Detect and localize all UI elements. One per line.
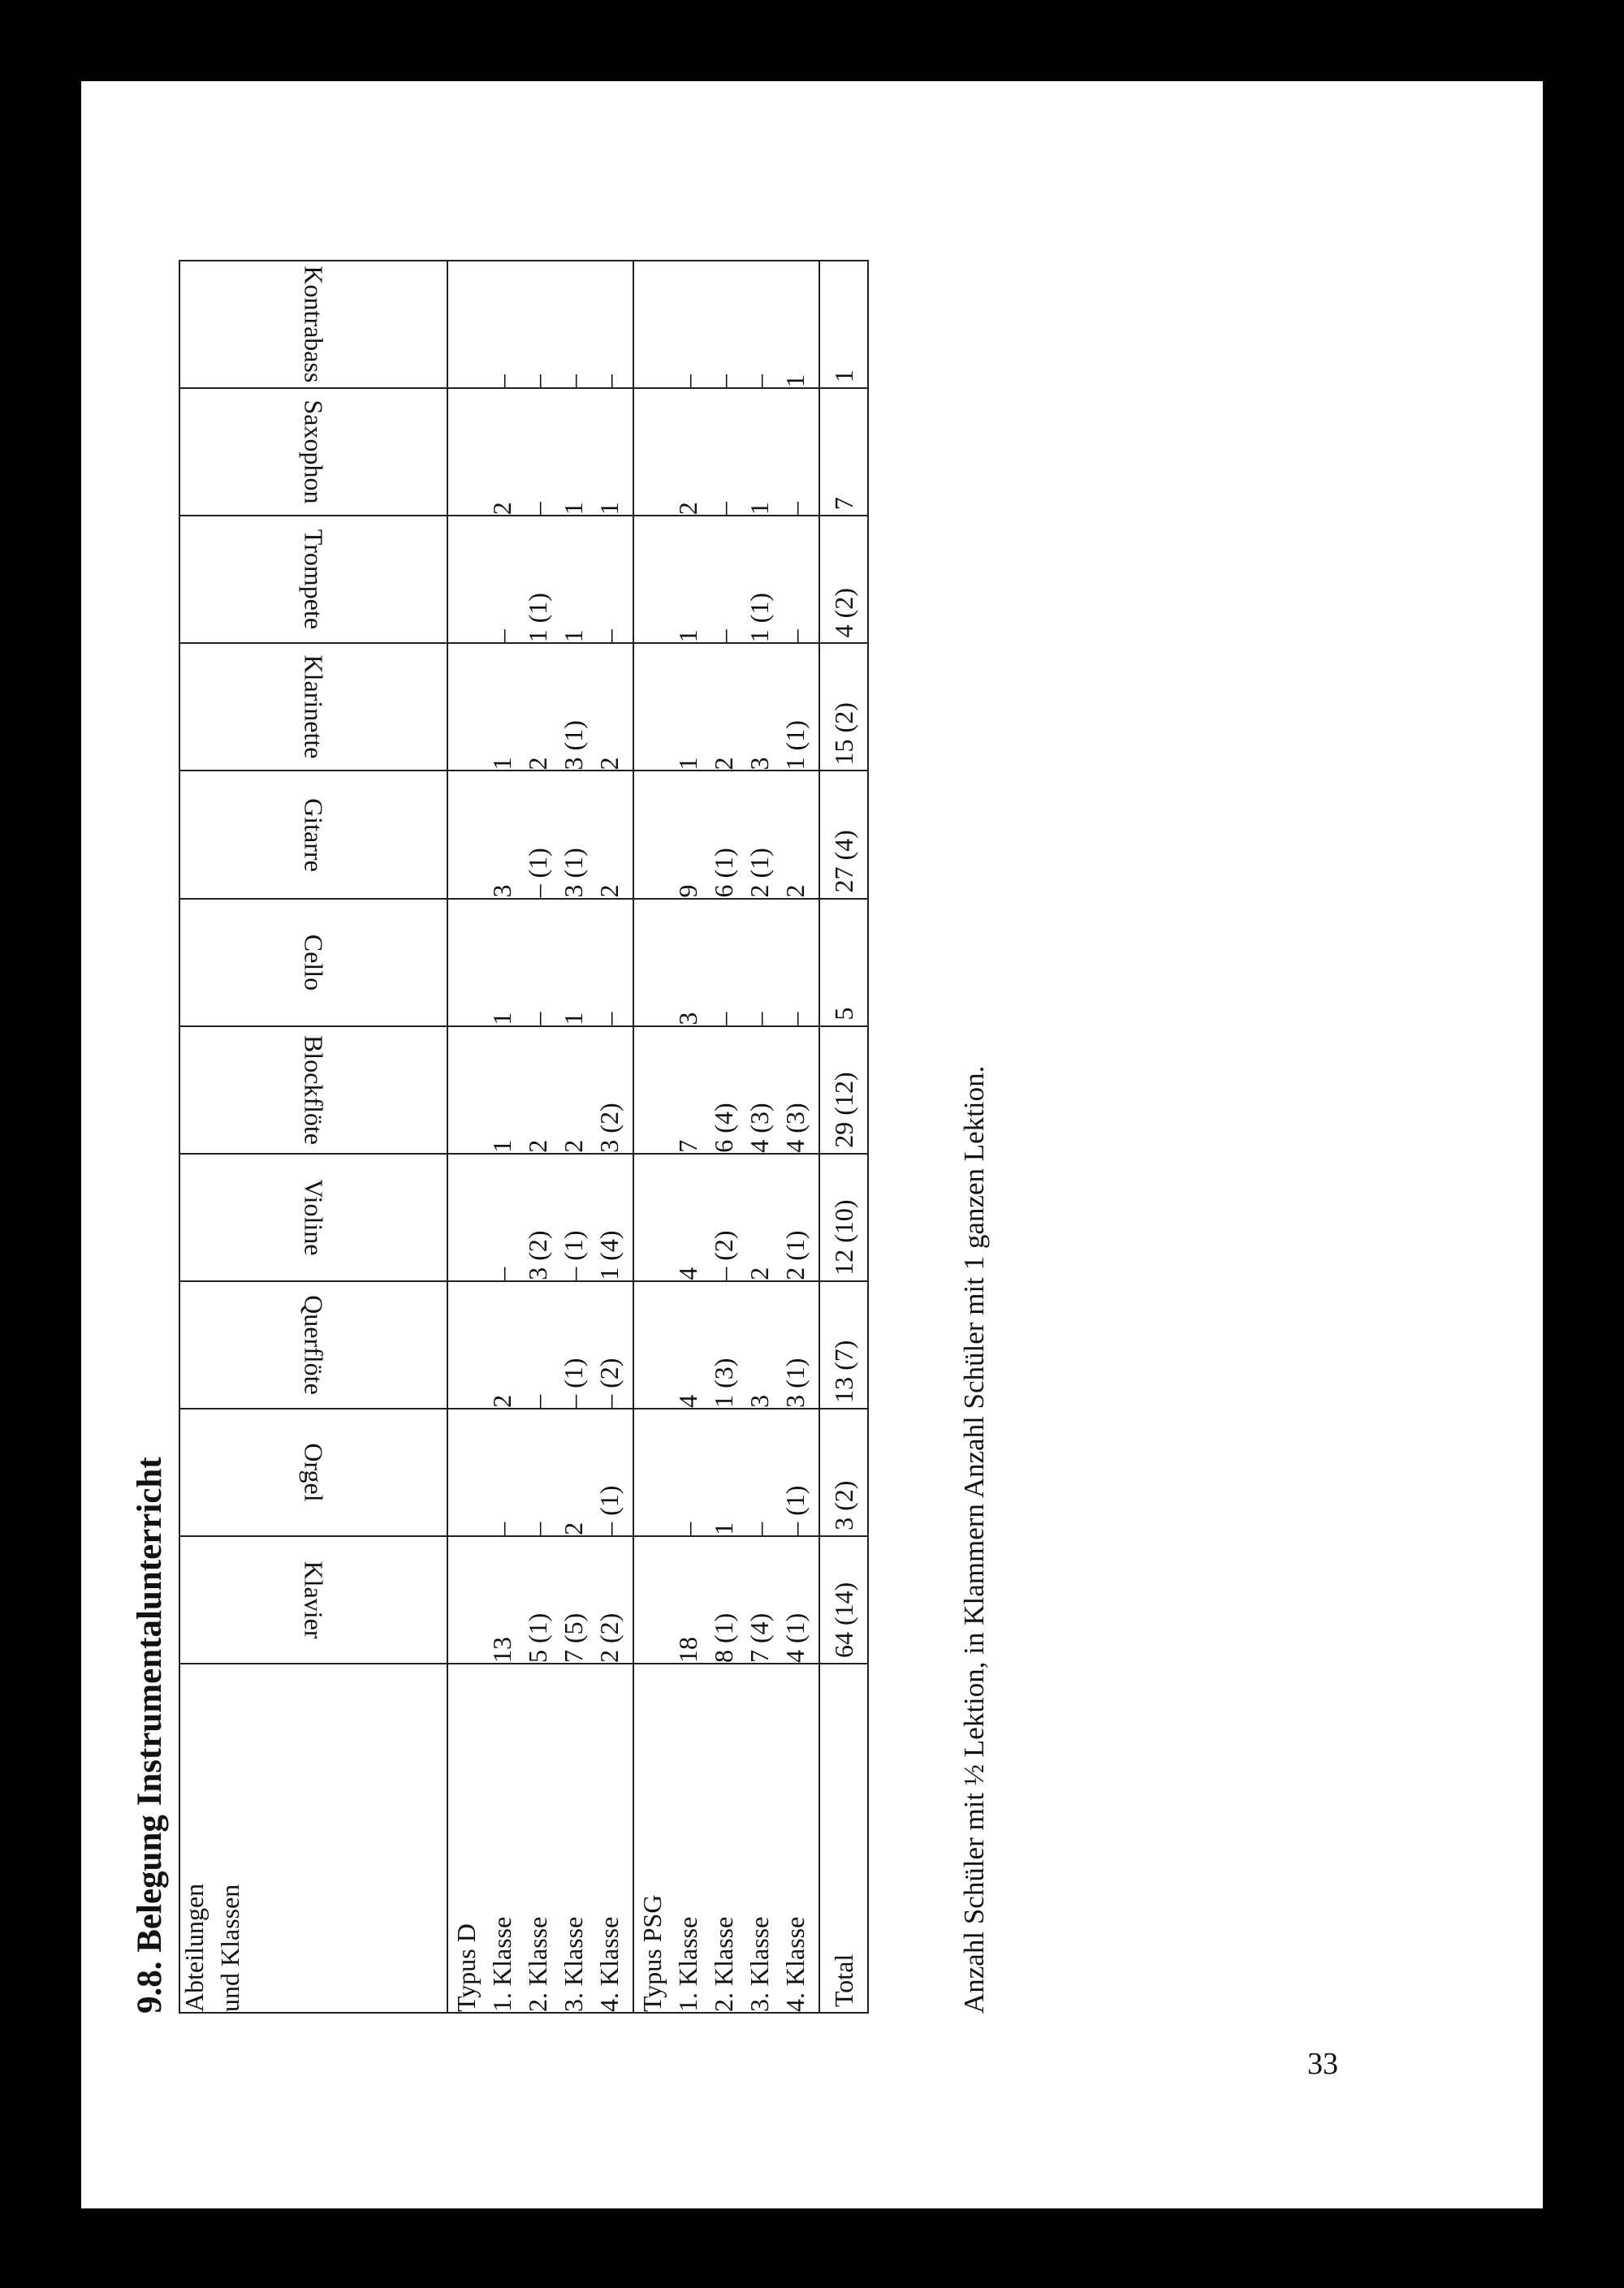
total-row [819, 261, 868, 2013]
data-cell: 1 – 1 – [447, 899, 633, 1026]
footnote: Anzahl Schüler mit ½ Lektion, in Klammern Anzahl Schüler mit 1 ganzen Lektion. [958, 1065, 990, 2014]
header-row [179, 261, 447, 2013]
total-cell: 64 (14) [819, 1536, 868, 1664]
instrument-header-querfloete: Querflöte [179, 1281, 447, 1409]
data-cell: 3 – – – [633, 899, 819, 1026]
total-cell: 5 [819, 899, 868, 1026]
data-cell: 1 2 2 3 (2) [447, 1026, 633, 1154]
total-cell: 1 [819, 261, 868, 388]
instrument-header-gitarre: Gitarre [179, 771, 447, 898]
data-cell: 13 5 (1) 7 (5) 2 (2) [447, 1536, 633, 1664]
document-page [81, 81, 1543, 2208]
section-title: 9.8. Belegung Instrumentalunterricht [131, 1457, 169, 2014]
data-cell: 1 2 3 1 (1) [633, 643, 819, 771]
data-cell: 7 6 (4) 4 (3) 4 (3) [633, 1026, 819, 1154]
data-cell: 9 6 (1) 2 (1) 2 [633, 771, 819, 898]
total-cell: 29 (12) [819, 1026, 868, 1154]
instrument-header-saxophon: Saxophon [179, 388, 447, 516]
instrument-header-orgel: Orgel [179, 1409, 447, 1536]
data-cell: 2 – 1 1 [447, 388, 633, 516]
data-cell: 1 – 1 (1) – [633, 516, 819, 643]
data-cell: 18 8 (1) 7 (4) 4 (1) [633, 1536, 819, 1664]
total-cell: 3 (2) [819, 1409, 868, 1536]
rotated-content [130, 0, 1064, 2030]
instrument-header-klarinette: Klarinette [179, 643, 447, 771]
instrument-header-trompete: Trompete [179, 516, 447, 643]
data-cell: – 3 (2) – (1) 1 (4) [447, 1154, 633, 1281]
total-label: Total [819, 1664, 868, 2013]
data-cell: 2 – 1 – [633, 388, 819, 516]
section-labels: Typus PSG 1. Klasse 2. Klasse 3. Klasse 4. Klasse [633, 1664, 819, 2013]
total-cell: 7 [819, 388, 868, 516]
instrument-header-violine: Violine [179, 1154, 447, 1281]
data-cell: 4 – (2) 2 2 (1) [633, 1154, 819, 1281]
page-number: 33 [1307, 2047, 1338, 2081]
row-header-label: Abteilungen und Klassen [179, 1664, 447, 2013]
data-cell: – – – 1 [633, 261, 819, 388]
data-cell: 2 – – (1) – (2) [447, 1281, 633, 1409]
instrument-header-kontrabass: Kontrabass [179, 261, 447, 388]
instrument-header-cello: Cello [179, 899, 447, 1026]
data-cell: 3 – (1) 3 (1) 2 [447, 771, 633, 898]
section-row-typus-d [447, 261, 633, 2013]
data-cell: – 1 (1) 1 – [447, 516, 633, 643]
data-cell: – – – – [447, 261, 633, 388]
data-cell: – 1 – – (1) [633, 1409, 819, 1536]
total-cell: 27 (4) [819, 771, 868, 898]
section-row-typus-psg [633, 261, 819, 2013]
instrument-header-blockfloete: Blockflöte [179, 1026, 447, 1154]
total-cell: 4 (2) [819, 516, 868, 643]
section-labels: Typus D 1. Klasse 2. Klasse 3. Klasse 4. Klasse [447, 1664, 633, 2013]
total-cell: 15 (2) [819, 643, 868, 771]
instrument-header-klavier: Klavier [179, 1536, 447, 1664]
data-cell: 4 1 (3) 3 3 (1) [633, 1281, 819, 1409]
data-cell: 1 2 3 (1) 2 [447, 643, 633, 771]
data-cell: – – 2 – (1) [447, 1409, 633, 1536]
total-cell: 13 (7) [819, 1281, 868, 1409]
total-cell: 12 (10) [819, 1154, 868, 1281]
enrollment-table [179, 260, 869, 2014]
